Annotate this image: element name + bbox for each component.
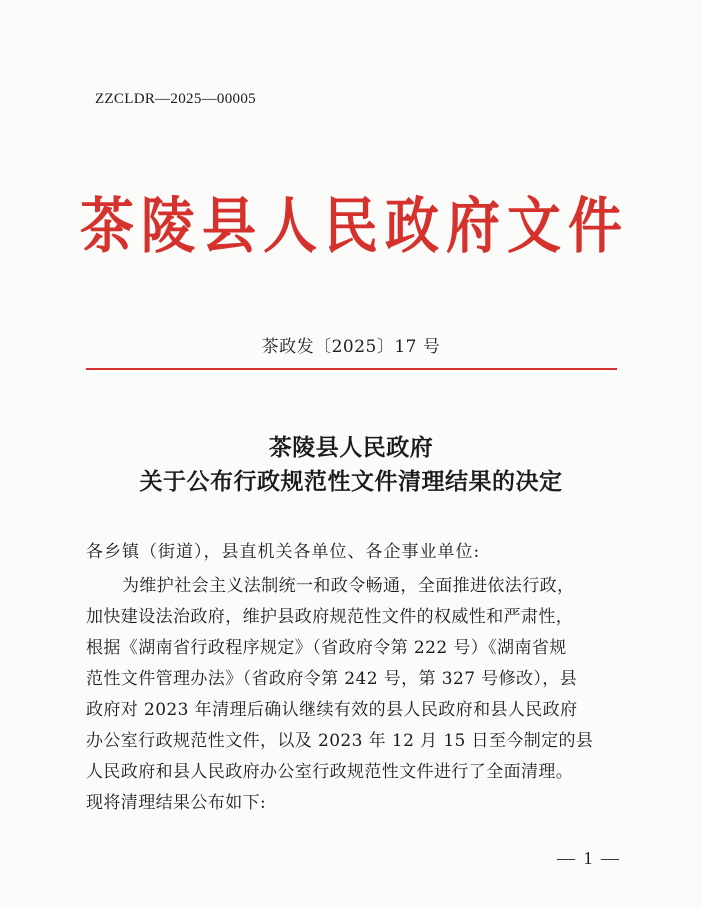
document-code: ZZCLDR—2025—00005: [95, 91, 256, 107]
body-line: 现将清理结果公布如下:: [86, 793, 267, 813]
salutation: 各乡镇（街道），县直机关各单位、各企事业单位:: [86, 542, 481, 562]
page-number: — 1 —: [557, 848, 621, 868]
body-line: 根据《湖南省行政程序规定》（省政府令第 222 号）《湖南省规: [86, 638, 567, 658]
body-paragraph: [86, 571, 622, 819]
document-title-line2: 关于公布行政规范性文件清理结果的决定: [139, 468, 563, 495]
issuer-header: 茶陵县人民政府文件: [80, 189, 629, 262]
body-line: 范性文件管理办法》（省政府令第 242 号，第 327 号修改），县: [86, 669, 578, 689]
document-number: 茶政发〔2025〕17 号: [261, 337, 441, 357]
body-line: 政府对 2023 年清理后确认继续有效的县人民政府和县人民政府: [86, 700, 578, 720]
body-line: 为维护社会主义法制统一和政令畅通，全面推进依法行政，: [122, 576, 575, 596]
body-line: 加快建设法治政府，维护县政府规范性文件的权威性和严肃性，: [86, 607, 574, 627]
body-line: 办公室行政规范性文件，以及 2023 年 12 月 15 日至今制定的县: [86, 731, 594, 751]
red-divider: [86, 368, 617, 370]
body-line: 人民政府和县人民政府办公室行政规范性文件进行了全面清理。: [86, 762, 574, 782]
document-title-line1: 茶陵县人民政府: [268, 434, 434, 461]
